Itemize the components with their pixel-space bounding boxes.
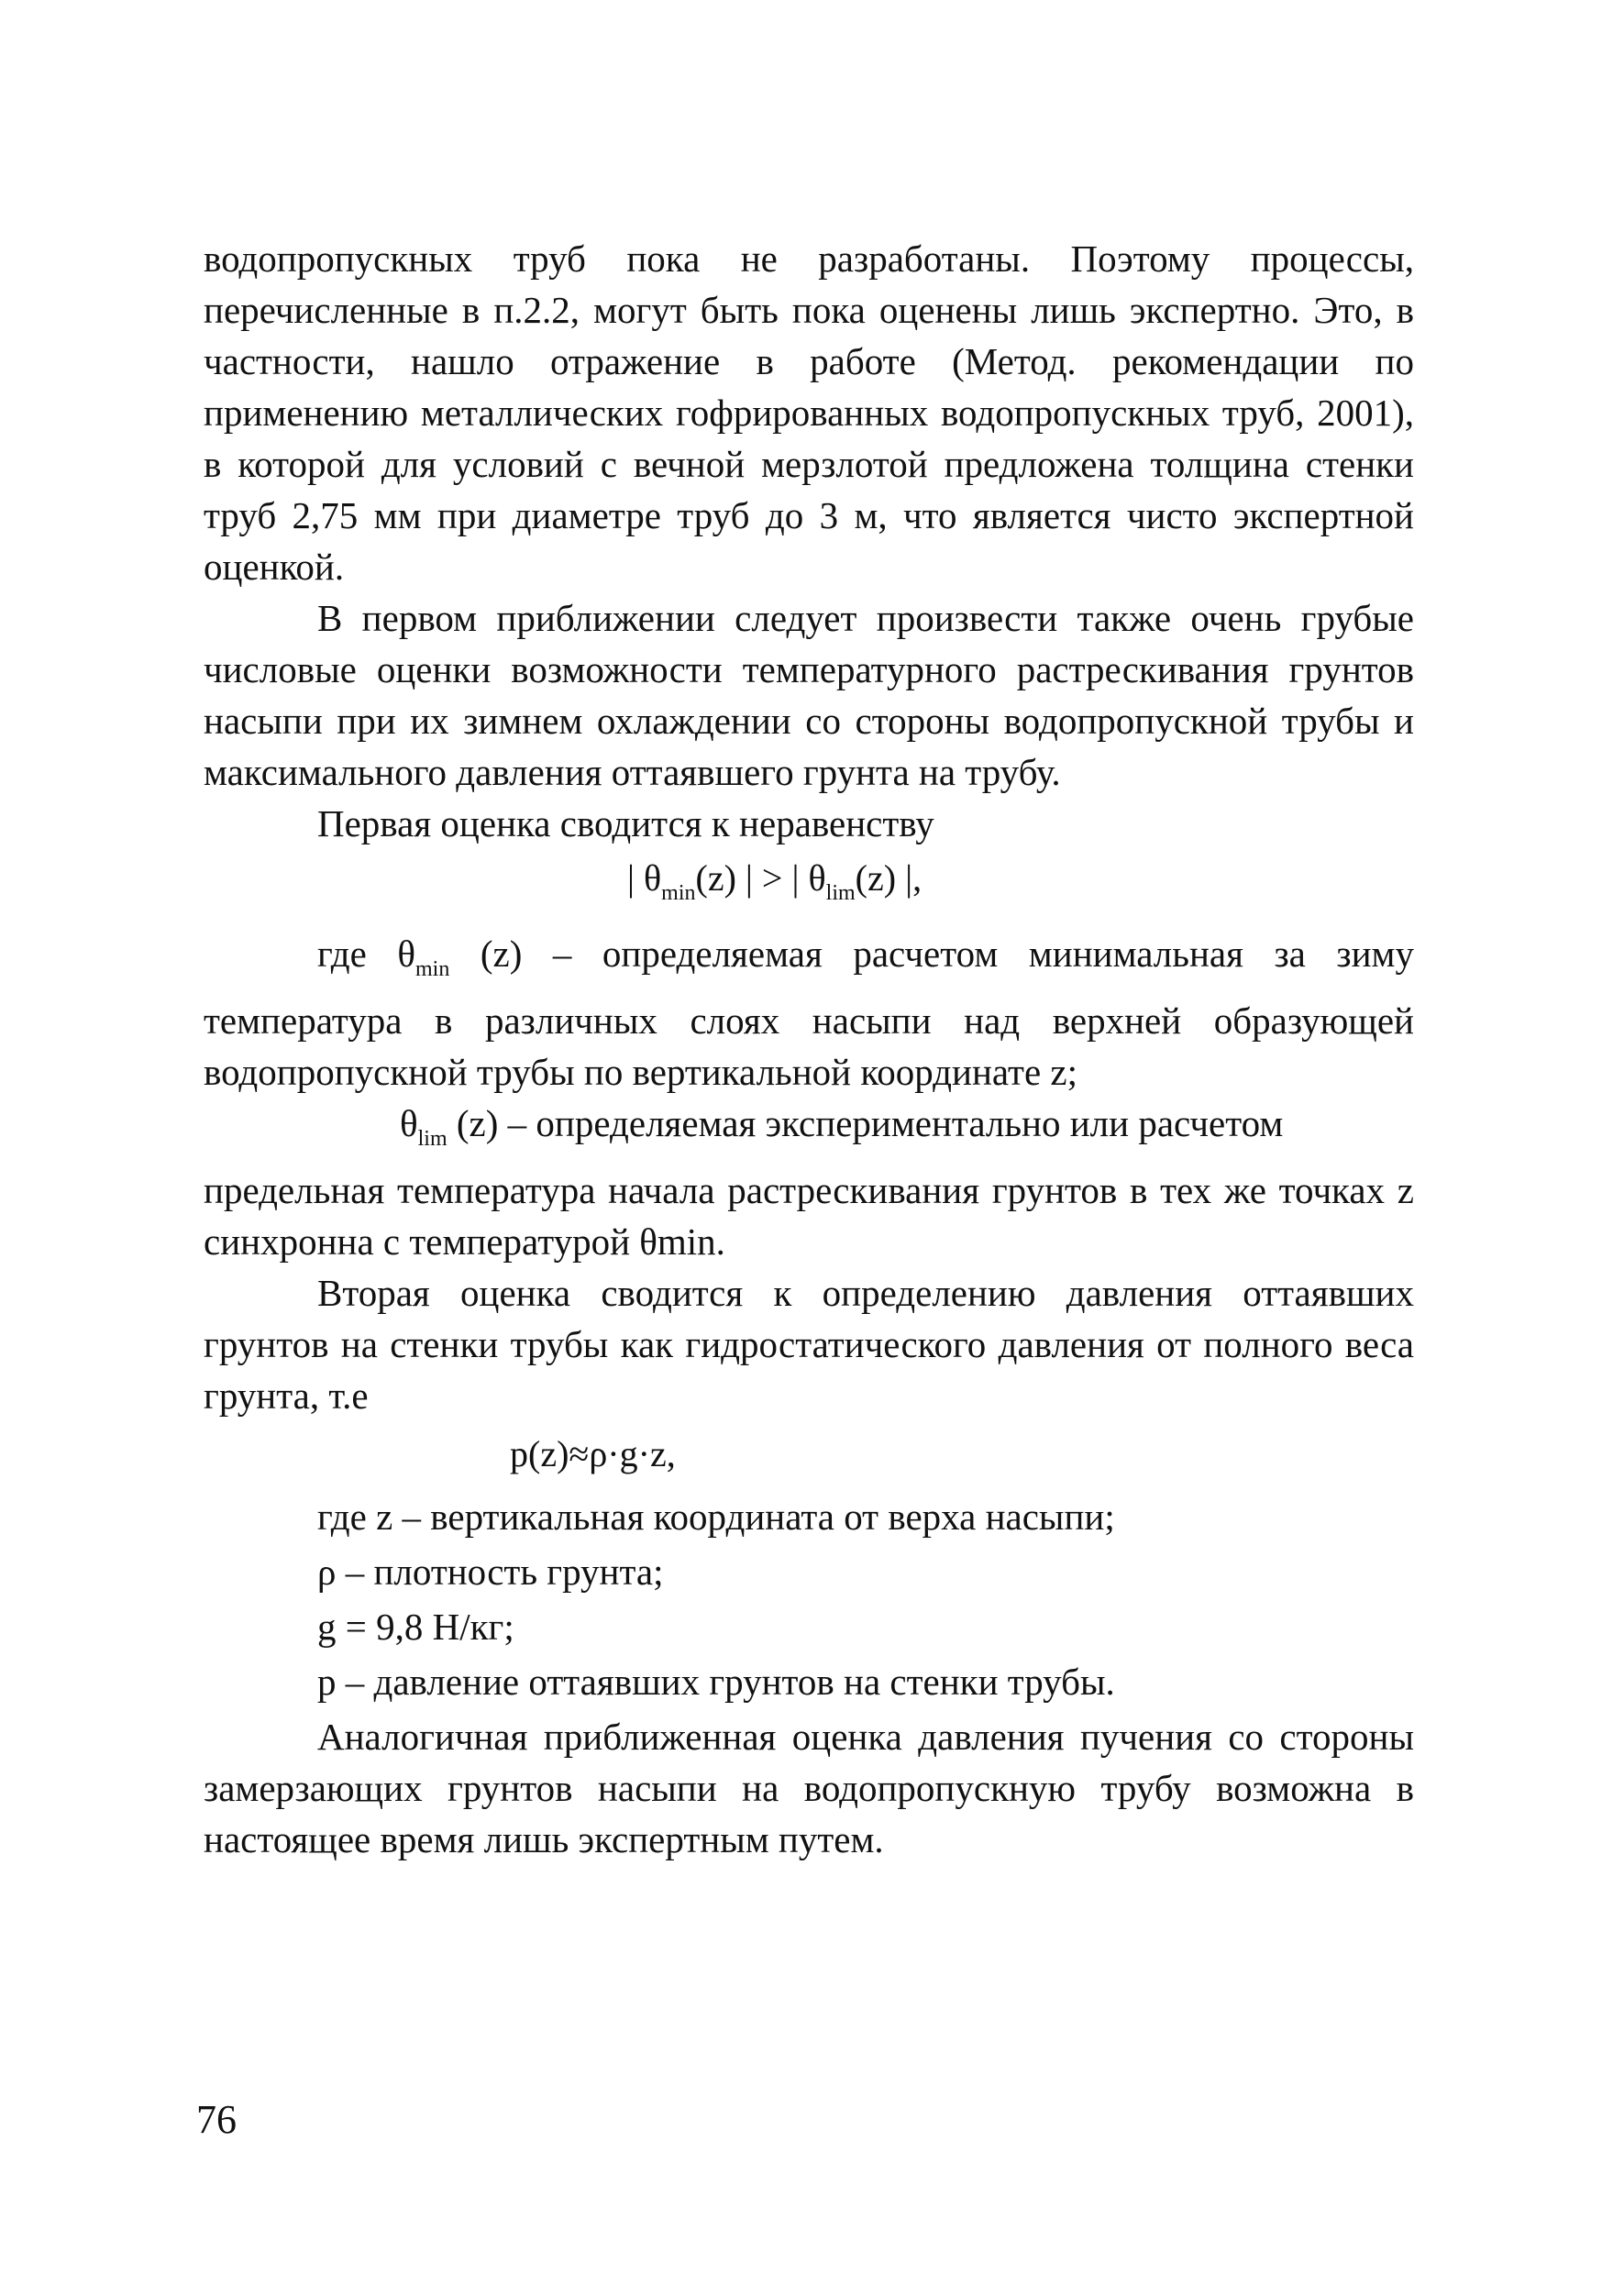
def-lim-first-line <box>400 1098 1414 1165</box>
def-lim-text-rest: предельная температура начала растрескивания грунтов в тех же точках z синхронна с температурой θmin. <box>204 1169 1414 1263</box>
definition-theta-min <box>204 928 1414 1098</box>
subscript-lim: lim <box>825 881 856 905</box>
def-lim-text-first: (z) – определяемая экспериментально или расчетом <box>447 1102 1284 1144</box>
definition-p: p – давление оттаявших грунтов на стенки трубы. <box>317 1661 1115 1703</box>
paragraph-2: В первом приближении следует произвести также очень грубые числовые оценки возможности температурного растрескивания грунтов насыпи при их зимнем охлаждении со стороны водопропускной трубы и максимального давления оттаявшего грунта на трубу. <box>204 597 1414 793</box>
def-min-pre: где θ <box>317 933 415 975</box>
paragraph-3: Первая оценка сводится к неравенству <box>317 802 934 844</box>
paragraph-5: Вторая оценка сводится к определению давления оттаявших грунтов на стенки трубы как гидростатического давления от полного веса грунта, т.е <box>204 1272 1414 1417</box>
definition-theta-lim <box>204 1098 1414 1267</box>
formula-close: (z) |, <box>855 857 922 899</box>
subscript-min: min <box>661 881 696 905</box>
formula-open: | θ <box>627 857 662 899</box>
def-min-text: (z) – определяемая расчетом минимальная за зиму температура в различных слоях насыпи над верхней образующей водопропускной трубы по вертикальной координате z; <box>204 933 1414 1093</box>
definition-rho: ρ – плотность грунта; <box>317 1551 664 1593</box>
def-min-subscript: min <box>415 957 450 981</box>
paragraph-1: водопропускных труб пока не разработаны. Поэтому процессы, перечисленные в п.2.2, могут быть пока оценены лишь экспертно. Это, в частности, нашло отражение в работе (Метод. рекомендации по применению металлических гофрированных водопропускных труб, 2001), в которой для условий с вечной мерзлотой предложена толщина стенки труб 2,75 мм при диаметре труб до 3 м, что является чисто экспертной оценкой. <box>204 237 1414 588</box>
formula-mid: (z) | > | θ <box>695 857 826 899</box>
inequality-formula <box>627 853 1414 919</box>
definition-z: где z – вертикальная координата от верха насыпи; <box>317 1496 1115 1538</box>
def-lim-subscript: lim <box>417 1127 447 1151</box>
page-body <box>204 233 1414 1865</box>
def-lim-pre: θ <box>400 1102 418 1144</box>
pressure-formula: p(z)≈ρ·g·z, <box>510 1433 676 1474</box>
definition-g: g = 9,8 Н/кг; <box>317 1606 514 1648</box>
page-number: 76 <box>196 2097 237 2142</box>
paragraph-6: Аналогичная приближенная оценка давления пучения со стороны замерзающих грунтов насыпи на водопропускную трубу возможна в настоящее время лишь экспертным путем. <box>204 1716 1414 1860</box>
